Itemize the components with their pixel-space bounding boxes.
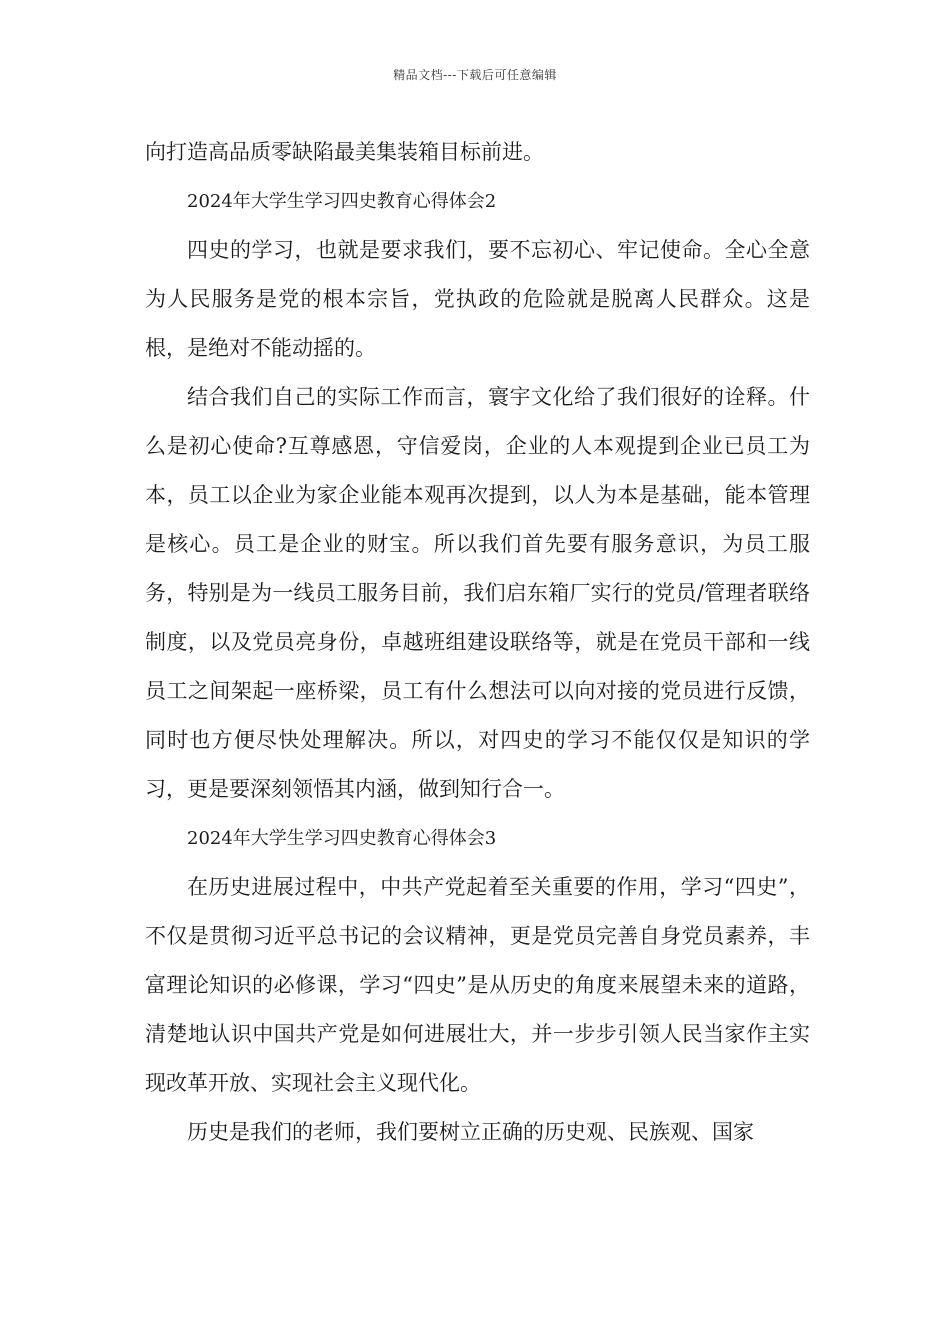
paragraph: 在历史进展过程中，中共产党起着至关重要的作用，学习“四史”，不仅是贯彻习近平总书记的会议精神，更是党员完善自身党员素养，丰富理论知识的必修课，学习“四史”是从历史的角度来展望未来的道路，清楚地认识中国共产党是如何进展壮大，并一步步引领人民当家作主实现改革开放、实现社会主义现代化。 (145, 875, 810, 1095)
paragraph: 结合我们自己的实际工作而言，寰宇文化给了我们很好的诠释。什么是初心使命?互尊感恩，守信爱岗，企业的人本观提到企业已员工为本，员工以企业为家企业能本观再次提到，以人为本是基础，能本管理是核心。员工是企业的财宝。所以我们首先要有服务意识，为员工服务，特别是为一线员工服务目前，我们启东箱厂实行的党员/管理者联络制度，以及党员亮身份，卓越班组建设联络等，就是在党员干部和一线员工之间架起一座桥梁，员工有什么想法可以向对接的党员进行反馈，同时也方便尽快处理解决。所以，对四史的学习不能仅仅是知识的学习，更是要深刻领悟其内涵，做到知行合一。 (145, 385, 810, 801)
section-heading-2: 2024年大学生学习四史教育心得体会2 (187, 191, 497, 212)
section-heading-3: 2024年大学生学习四史教育心得体会3 (187, 828, 497, 849)
page-header: 精品文档---下载后可任意编辑 (393, 68, 557, 82)
document-body (145, 128, 810, 1157)
paragraph: 四史的学习，也就是要求我们，要不忘初心、牢记使命。全心全意为人民服务是党的根本宗旨，党执政的危险就是脱离人民群众。这是根，是绝对不能动摇的。 (145, 238, 810, 360)
paragraph-continuation: 向打造高品质零缺陷最美集装箱目标前进。 (145, 140, 544, 164)
paragraph: 历史是我们的老师，我们要树立正确的历史观、民族观、国家 (187, 1120, 754, 1144)
